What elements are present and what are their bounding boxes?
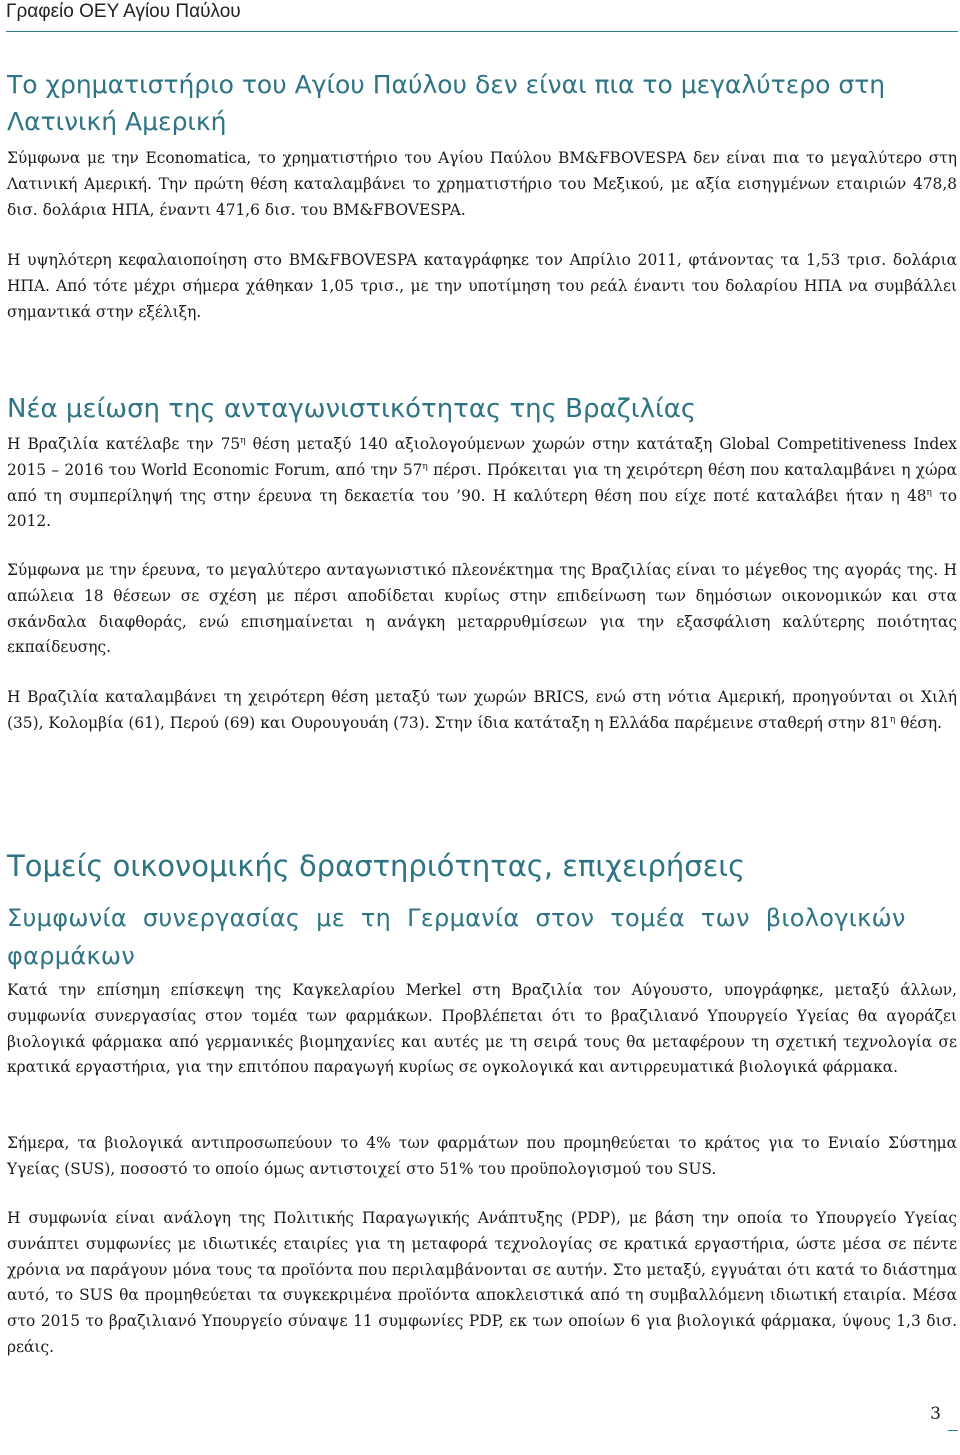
paragraph-stock-exchange-2: Η υψηλότερη κεφαλαιοποίηση στο BM&FBOVESPA καταγράφηκε τον Απρίλιο 2011, φτάνοντας τα 1,53 τρισ. δολάρια ΗΠΑ. Από τότε μέχρι σήμερα χάθηκαν 1,05 τρισ., με την υποτίμηση του ρεάλ έναντι του δολαρίου ΗΠΑ να συμβάλλει σημαντικά στην εξέλιξη. (7, 251, 957, 321)
paragraph-competitiveness-3: Η Βραζιλία καταλαμβάνει τη χειρότερη θέση μεταξύ των χωρών BRICS, ενώ στη νότια Αμερική, προηγούνται οι Χιλή (35), Κολομβία (61), Περού (69) και Ουρουγουάη (73). Στην ίδια κατάταξη η Ελλάδα παρέμεινε σταθερή στην $81^\eta$ θέση. (7, 688, 957, 732)
header-rule (6, 31, 958, 32)
paragraph-competitiveness-1: Η Βραζιλία κατέλαβε την $75^\eta$ θέση μεταξύ 140 αξιολογούμενων χωρών στην κατάταξη Global Competitiveness Index 2015 – 2016 του World Economic Forum, από την $57^\eta$ πέρσι. Πρόκειται για τη χειρότερη θέση που καταλαμβάνει η χώρα από τη συμπερίληψή της στην έρευνα τη δεκαετία του ’90. Η καλύτερη θέση που είχε ποτέ καταλάβει ήταν η $48^\eta$ το 2012. (7, 435, 957, 531)
page-number: 3 (930, 1404, 941, 1424)
paragraph-germany-2: Σήμερα, τα βιολογικά αντιπροσωπεύουν το 4% των φαρμάτων που προμηθεύεται το κράτος για το Ενιαίο Σύστημα Υγείας (SUS), ποσοστό το οποίο όμως αντιστοιχεί στο 51% του προϋπολογισμού του SUS. (7, 1134, 957, 1178)
section-heading-economic-activity: Τομείς οικονομικής δραστηριότητας, επιχειρήσεις (7, 849, 746, 883)
paragraph-germany-1: Κατά την επίσημη επίσκεψη της Καγκελαρίου Merkel στη Βραζιλία τον Αύγουστο, υπογράφηκε, μεταξύ άλλων, συμφωνία συνεργασίας στον τομέα των φαρμάκων. Προβλέπεται ότι το βραζιλιανό Υπουργείο Υγείας θα αγοράζει βιολογικά φάρμακα από γερμανικές βιομηχανίες και αυτές με τη σειρά τους θα μεταφέρουν τη σχετική τεχνολογία σε κρατικά εργαστήρια, για την επιτόπου παραγωγή κυρίως σε ογκολογικά και αντιρρευματικά βιολογικά φάρμακα. (7, 981, 957, 1077)
paragraph-competitiveness-2: Σύμφωνα με την έρευνα, το μεγαλύτερο ανταγωνιστικό πλεονέκτημα της Βραζιλίας είναι το μέγεθος της αγοράς της. Η απώλεια 18 θέσεων σε σχέση με πέρσι αποδίδεται κυρίως στην επιδείνωση των δημόσιων οικονομικών και στα σκάνδαλα διαφθοράς, ενώ επισημαίνεται η ανάγκη μεταρρυθμίσεων για την εξασφάλιση καλύτερης ποιότητας εκπαίδευσης. (7, 561, 957, 657)
footer-rule (948, 1430, 958, 1431)
section-heading-stock-exchange: Το χρηματιστήριο του Αγίου Παύλου δεν είναι πια το μεγαλύτερο στη Λατινική Αμερική (7, 70, 886, 136)
paragraph-stock-exchange-1: Σύμφωνα με την Economatica, το χρηματιστήριο του Αγίου Παύλου BM&FBOVESPA δεν είναι πια το μεγαλύτερο στη Λατινική Αμερική. Την πρώτη θέση καταλαμβάνει το χρηματιστήριο του Μεξικού, με αξία εισηγμένων εταιριών 478,8 δισ. δολάρια ΗΠΑ, έναντι 471,6 δισ. του BM&FBOVESPA. (7, 149, 957, 219)
section-heading-competitiveness: Νέα μείωση της ανταγωνιστικότητας της Βραζιλίας (7, 394, 697, 424)
paragraph-germany-3: Η συμφωνία είναι ανάλογη της Πολιτικής Παραγωγικής Ανάπτυξης (PDP), με βάση την οποία το Υπουργείο Υγείας συνάπτει συμφωνίες με ιδιωτικές εταιρίες για τη μεταφορά τεχνολογίας σε κρατικά εργαστήρια, ώστε μέσα σε πέντε χρόνια να παράγουν μόνα τους τα προϊόντα που περιλαμβάνονται σε αυτήν. Στο μεταξύ, εγγυάται ότι κατά το διάστημα αυτό, το SUS θα προμηθεύεται τα συγκεκριμένα προϊόντα αποκλειστικά από τη συμβαλλόμενη ιδιωτική εταιρία. Μέσα στο 2015 το βραζιλιανό Υπουργείο σύναψε 11 συμφωνίες PDP, εκ των οποίων 6 για βιολογικά φάρμακα, ύψους 1,3 δισ. ρεάις. (7, 1209, 957, 1356)
subsection-heading-germany-agreement: Συμφωνία συνεργασίας με τη Γερμανία στον τομέα των βιολογικών φαρμάκων (7, 904, 906, 970)
running-header: Γραφείο ΟΕΥ Αγίου Παύλου (6, 1, 241, 22)
